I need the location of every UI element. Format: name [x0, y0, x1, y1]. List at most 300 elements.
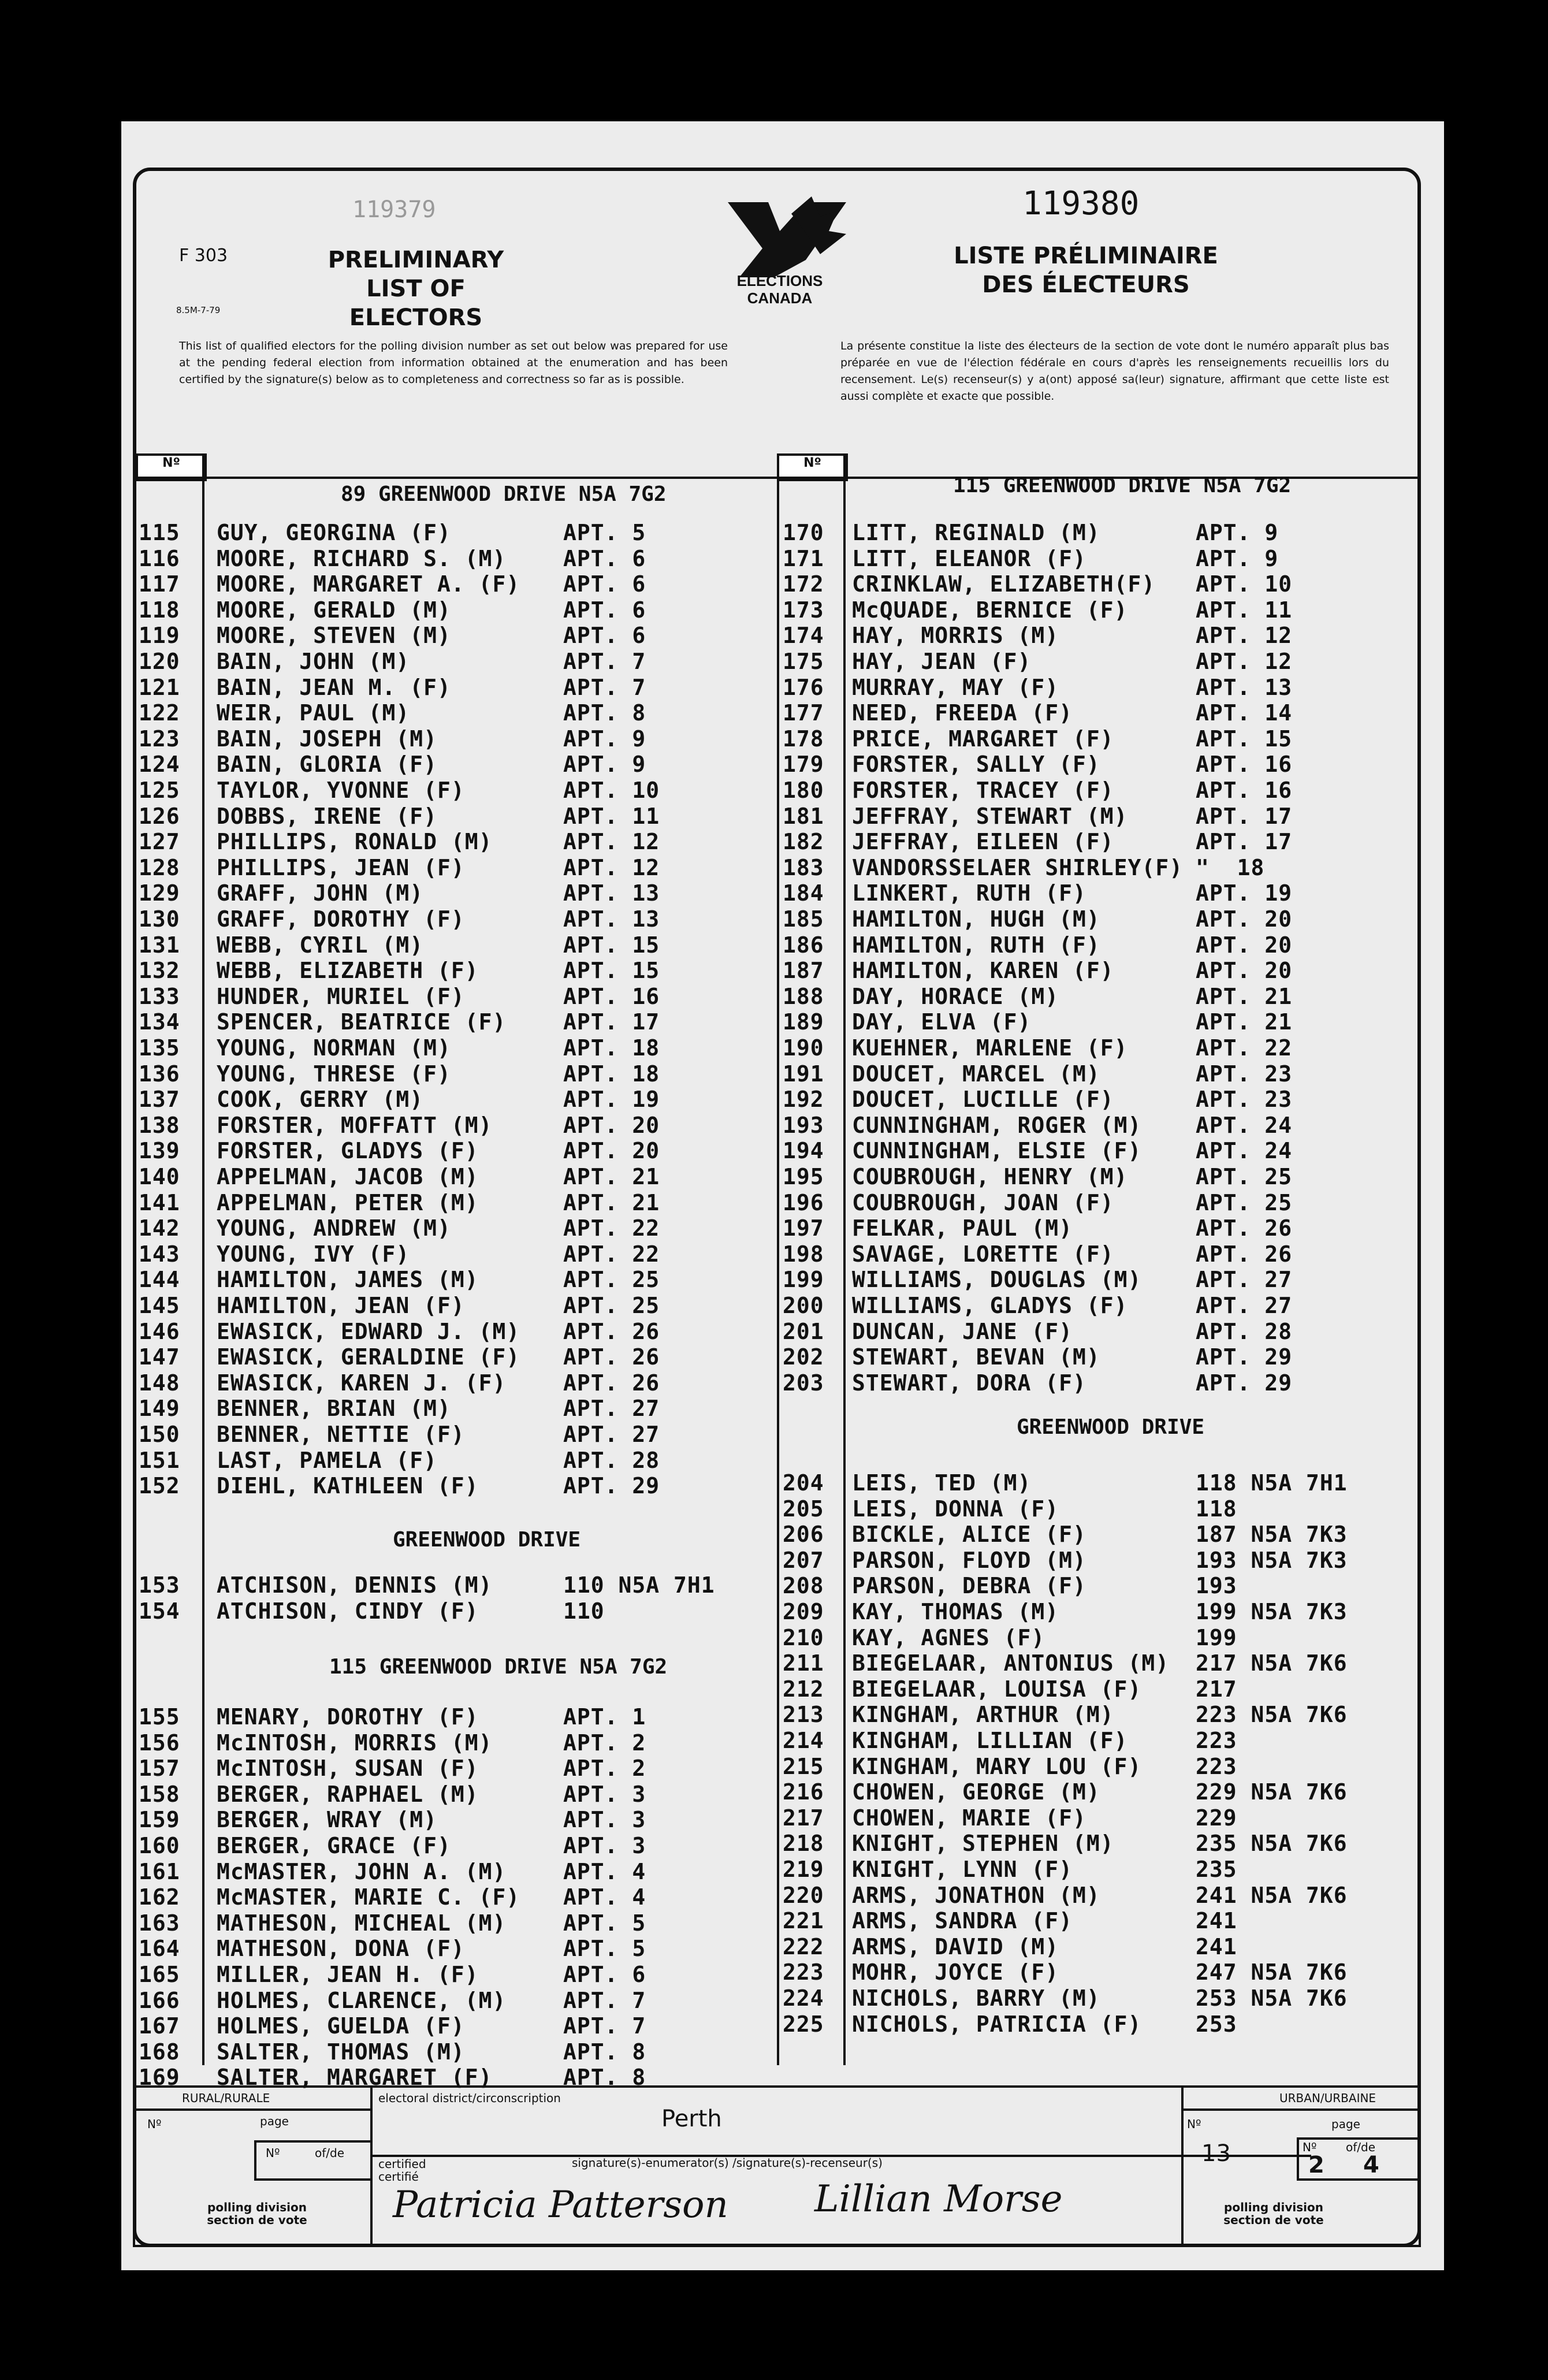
- elector-number: 172: [783, 571, 824, 597]
- elector-name: MENARY, DOROTHY (F): [217, 1704, 479, 1730]
- elector-name: NICHOLS, PATRICIA (F): [852, 2011, 1142, 2037]
- elector-name: HAMILTON, HUGH (M): [852, 906, 1100, 932]
- elector-name: BIEGELAAR, LOUISA (F): [852, 1676, 1142, 1702]
- elector-number: 196: [783, 1189, 824, 1215]
- elector-name: APPELMAN, PETER (M): [217, 1189, 479, 1215]
- elector-address: APT. 9: [1196, 545, 1279, 571]
- elector-number: 222: [783, 1933, 824, 1959]
- elector-name: EWASICK, EDWARD J. (M): [217, 1318, 520, 1344]
- elector-number: 175: [783, 649, 824, 674]
- svg-text:ELECTIONS: ELECTIONS: [736, 272, 823, 289]
- elector-number: 176: [783, 674, 824, 700]
- elector-name: CUNNINGHAM, ELSIE (F): [852, 1138, 1142, 1164]
- elector-name: JEFFRAY, EILEEN (F): [852, 829, 1114, 855]
- elector-address: APT. 13: [563, 880, 660, 906]
- elector-name: LINKERT, RUTH (F): [852, 880, 1086, 906]
- elector-number: 190: [783, 1035, 824, 1061]
- elector-number: 188: [783, 983, 824, 1009]
- elector-address: APT. 6: [563, 597, 646, 623]
- elector-name: DIEHL, KATHLEEN (F): [217, 1473, 479, 1499]
- elector-address: 217: [1196, 1676, 1237, 1702]
- elector-address: 223: [1196, 1728, 1237, 1753]
- elector-address: APT. 13: [563, 906, 660, 932]
- elector-number: 225: [783, 2011, 824, 2037]
- elector-address: APT. 20: [563, 1112, 660, 1138]
- left-heading-2: GREENWOOD DRIVE: [393, 1528, 581, 1552]
- elector-number: 139: [139, 1138, 180, 1164]
- elector-number: 145: [139, 1293, 180, 1318]
- elector-name: McMASTER, JOHN A. (M): [217, 1858, 507, 1884]
- elector-number: 146: [139, 1318, 180, 1344]
- urban-page-no-label: Nº: [1303, 2140, 1317, 2154]
- elector-number: 130: [139, 906, 180, 932]
- elector-name: MOHR, JOYCE (F): [852, 1959, 1059, 1985]
- elector-number: 144: [139, 1267, 180, 1293]
- elector-address: APT. 27: [563, 1396, 660, 1422]
- elector-number: 157: [139, 1756, 180, 1782]
- elector-number: 182: [783, 829, 824, 855]
- elector-name: DOUCET, MARCEL (M): [852, 1061, 1100, 1087]
- elector-number: 161: [139, 1858, 180, 1884]
- signature-label: signature(s)-enumerator(s) /signature(s)-recenseur(s): [572, 2156, 883, 2170]
- elector-address: APT. 22: [563, 1241, 660, 1267]
- elector-address: APT. 10: [563, 778, 660, 803]
- elector-address: 193: [1196, 1573, 1237, 1599]
- elector-number: 202: [783, 1344, 824, 1370]
- elector-address: APT. 21: [1196, 1009, 1293, 1035]
- document-sheet: [121, 121, 1444, 2270]
- elector-number: 191: [783, 1061, 824, 1087]
- elector-number: 207: [783, 1547, 824, 1573]
- elector-number: 208: [783, 1573, 824, 1599]
- elector-address: APT. 5: [563, 1910, 646, 1936]
- elector-name: BERGER, GRACE (F): [217, 1833, 451, 1858]
- title-english: PRELIMINARY LIST OF ELECTORS: [328, 247, 504, 331]
- elector-name: BERGER, RAPHAEL (M): [217, 1781, 479, 1807]
- elector-name: McMASTER, MARIE C. (F): [217, 1884, 520, 1910]
- elector-address: APT. 12: [1196, 623, 1293, 649]
- elector-address: 199: [1196, 1624, 1237, 1650]
- elector-number: 199: [783, 1267, 824, 1293]
- right-heading-2: GREENWOOD DRIVE: [1017, 1415, 1205, 1439]
- elector-address: APT. 12: [563, 829, 660, 855]
- elector-number: 185: [783, 906, 824, 932]
- elector-address: 241: [1196, 1908, 1237, 1934]
- left-number-rule: [202, 453, 204, 2065]
- elector-number: 117: [139, 571, 180, 597]
- elector-address: APT. 3: [563, 1781, 646, 1807]
- elector-address: 235 N5A 7K6: [1196, 1831, 1348, 1857]
- elector-address: APT. 25: [1196, 1189, 1293, 1215]
- elector-address: APT. 7: [563, 649, 646, 674]
- elector-name: HAMILTON, JAMES (M): [217, 1267, 479, 1293]
- elector-name: MATHESON, MICHEAL (M): [217, 1910, 507, 1936]
- elector-name: LITT, ELEANOR (F): [852, 545, 1086, 571]
- elector-name: PHILLIPS, JEAN (F): [217, 854, 465, 880]
- elector-number: 151: [139, 1447, 180, 1473]
- elector-number: 179: [783, 752, 824, 778]
- elector-address: APT. 24: [1196, 1112, 1293, 1138]
- elector-number: 224: [783, 1985, 824, 2011]
- svg-text:CANADA: CANADA: [747, 289, 813, 307]
- elector-name: WILLIAMS, DOUGLAS (M): [852, 1267, 1142, 1293]
- elector-address: APT. 12: [1196, 649, 1293, 674]
- elector-name: YOUNG, NORMAN (M): [217, 1035, 451, 1061]
- elector-address: APT. 18: [563, 1061, 660, 1087]
- elector-name: VANDORSSELAER SHIRLEY(F): [852, 854, 1184, 880]
- elector-number: 197: [783, 1215, 824, 1241]
- elector-name: MOORE, RICHARD S. (M): [217, 545, 507, 571]
- elector-name: KINGHAM, LILLIAN (F): [852, 1728, 1128, 1753]
- elector-number: 193: [783, 1112, 824, 1138]
- elector-address: APT. 26: [563, 1370, 660, 1396]
- elector-name: WILLIAMS, GLADYS (F): [852, 1293, 1128, 1318]
- elector-address: APT. 22: [1196, 1035, 1293, 1061]
- elector-name: BAIN, JOHN (M): [217, 649, 410, 674]
- elector-name: MILLER, JEAN H. (F): [217, 1962, 479, 1987]
- elector-number: 120: [139, 649, 180, 674]
- elector-number: 119: [139, 623, 180, 649]
- left-heading-3: 115 GREENWOOD DRIVE N5A 7G2: [329, 1655, 668, 1679]
- elector-address: 235: [1196, 1857, 1237, 1882]
- elector-name: PRICE, MARGARET (F): [852, 726, 1114, 752]
- elector-name: ATCHISON, CINDY (F): [217, 1598, 479, 1624]
- elector-address: APT. 4: [563, 1884, 646, 1910]
- electoral-district-label: electoral district/circonscription: [378, 2091, 561, 2105]
- elector-number: 212: [783, 1676, 824, 1702]
- elector-address: " 18: [1196, 854, 1265, 880]
- certified-label: certified certifié: [378, 2157, 426, 2184]
- elector-number: 209: [783, 1599, 824, 1624]
- elector-address: APT. 24: [1196, 1138, 1293, 1164]
- form-code: F 303: [179, 246, 228, 266]
- urban-rule: [1181, 2108, 1421, 2111]
- signature-enumerator-2: Lillian Morse: [814, 2178, 1063, 2221]
- elector-address: APT. 21: [563, 1189, 660, 1215]
- elector-address: APT. 19: [1196, 880, 1293, 906]
- right-heading-1: 115 GREENWOOD DRIVE N5A 7G2: [953, 474, 1292, 497]
- elector-address: APT. 29: [1196, 1370, 1293, 1396]
- elector-name: LAST, PAMELA (F): [217, 1447, 438, 1473]
- left-no-header: Nº: [136, 453, 207, 481]
- elector-name: HAMILTON, JEAN (F): [217, 1293, 465, 1318]
- elector-number: 116: [139, 545, 180, 571]
- rural-of-label: of/de: [315, 2146, 345, 2160]
- elector-address: APT. 6: [563, 571, 646, 597]
- elector-name: FELKAR, PAUL (M): [852, 1215, 1073, 1241]
- elector-name: BAIN, JEAN M. (F): [217, 674, 451, 700]
- elector-name: LEIS, DONNA (F): [852, 1496, 1059, 1522]
- elector-number: 165: [139, 1962, 180, 1987]
- elector-address: APT. 12: [563, 854, 660, 880]
- elector-address: APT. 9: [1196, 520, 1279, 545]
- elector-name: BAIN, JOSEPH (M): [217, 726, 438, 752]
- elector-name: HUNDER, MURIEL (F): [217, 983, 465, 1009]
- elector-number: 127: [139, 829, 180, 855]
- elector-name: DUNCAN, JANE (F): [852, 1318, 1073, 1344]
- elector-number: 169: [139, 2065, 180, 2091]
- elector-number: 160: [139, 1833, 180, 1858]
- elector-address: APT. 1: [563, 1704, 646, 1730]
- elector-name: KINGHAM, MARY LOU (F): [852, 1753, 1142, 1779]
- electoral-district-value: Perth: [661, 2106, 722, 2132]
- elector-address: APT. 3: [563, 1807, 646, 1833]
- elector-address: APT. 19: [563, 1087, 660, 1113]
- elector-address: APT. 23: [1196, 1087, 1293, 1113]
- elector-name: BIEGELAAR, ANTONIUS (M): [852, 1650, 1170, 1676]
- elector-name: KNIGHT, LYNN (F): [852, 1857, 1073, 1882]
- elector-number: 152: [139, 1473, 180, 1499]
- rural-no-label: Nº: [147, 2117, 162, 2131]
- elector-number: 132: [139, 958, 180, 984]
- elector-address: 217 N5A 7K6: [1196, 1650, 1348, 1676]
- elector-number: 155: [139, 1704, 180, 1730]
- elector-address: 223 N5A 7K6: [1196, 1702, 1348, 1728]
- elector-address: APT. 23: [1196, 1061, 1293, 1087]
- elector-name: MURRAY, MAY (F): [852, 674, 1059, 700]
- elector-number: 187: [783, 958, 824, 984]
- elector-name: DOUCET, LUCILLE (F): [852, 1087, 1114, 1113]
- elector-number: 194: [783, 1138, 824, 1164]
- right-number-rule: [843, 453, 846, 2065]
- elector-number: 210: [783, 1624, 824, 1650]
- elector-name: PHILLIPS, RONALD (M): [217, 829, 493, 855]
- elector-address: APT. 15: [563, 958, 660, 984]
- elector-address: APT. 28: [1196, 1318, 1293, 1344]
- rural-page-no-label: Nº: [266, 2146, 280, 2160]
- elector-name: FORSTER, SALLY (F): [852, 752, 1100, 778]
- elector-address: APT. 6: [563, 623, 646, 649]
- elector-address: APT. 8: [563, 700, 646, 726]
- elector-address: APT. 6: [563, 545, 646, 571]
- elector-name: HAY, JEAN (F): [852, 649, 1032, 674]
- elector-name: SPENCER, BEATRICE (F): [217, 1009, 507, 1035]
- elector-number: 142: [139, 1215, 180, 1241]
- elector-address: 118 N5A 7H1: [1196, 1470, 1348, 1496]
- elector-number: 219: [783, 1857, 824, 1882]
- elector-number: 141: [139, 1189, 180, 1215]
- left-heading-1: 89 GREENWOOD DRIVE N5A 7G2: [341, 482, 667, 506]
- elector-number: 143: [139, 1241, 180, 1267]
- faint-number: 119379: [352, 196, 436, 223]
- elector-number: 205: [783, 1496, 824, 1522]
- elector-address: APT. 3: [563, 1833, 646, 1858]
- elector-name: GRAFF, JOHN (M): [217, 880, 424, 906]
- elector-address: APT. 27: [1196, 1293, 1293, 1318]
- elector-address: APT. 7: [563, 2013, 646, 2039]
- elector-number: 158: [139, 1781, 180, 1807]
- elector-address: APT. 20: [1196, 958, 1293, 984]
- elector-number: 220: [783, 1882, 824, 1908]
- elector-number: 171: [783, 545, 824, 571]
- elector-number: 183: [783, 854, 824, 880]
- elector-number: 214: [783, 1728, 824, 1753]
- elector-name: WEBB, CYRIL (M): [217, 932, 424, 958]
- elector-address: APT. 29: [1196, 1344, 1293, 1370]
- elector-number: 204: [783, 1470, 824, 1496]
- elector-address: APT. 21: [563, 1164, 660, 1189]
- elector-address: 187 N5A 7K3: [1196, 1522, 1348, 1548]
- elector-address: APT. 22: [563, 1215, 660, 1241]
- urban-number: 13: [1201, 2140, 1231, 2167]
- elector-address: APT. 26: [563, 1344, 660, 1370]
- elector-name: KAY, THOMAS (M): [852, 1599, 1059, 1624]
- elector-name: DOBBS, IRENE (F): [217, 803, 438, 829]
- elector-address: APT. 5: [563, 520, 646, 545]
- elector-number: 148: [139, 1370, 180, 1396]
- elector-address: APT. 15: [563, 932, 660, 958]
- elector-number: 134: [139, 1009, 180, 1035]
- elector-number: 216: [783, 1779, 824, 1805]
- elector-name: HOLMES, CLARENCE, (M): [217, 1987, 507, 2013]
- rural-rule: [133, 2108, 373, 2111]
- urban-page-label: page: [1331, 2117, 1360, 2131]
- elector-name: CHOWEN, MARIE (F): [852, 1805, 1086, 1831]
- elector-name: BENNER, BRIAN (M): [217, 1396, 451, 1422]
- elector-address: APT. 26: [563, 1318, 660, 1344]
- elector-name: CRINKLAW, ELIZABETH(F): [852, 571, 1156, 597]
- elector-address: 241 N5A 7K6: [1196, 1882, 1348, 1908]
- elector-name: FORSTER, MOFFATT (M): [217, 1112, 493, 1138]
- elector-number: 163: [139, 1910, 180, 1936]
- elector-address: APT. 11: [563, 803, 660, 829]
- urban-page-of: 4: [1363, 2152, 1379, 2178]
- elector-number: 136: [139, 1061, 180, 1087]
- center-rule: [777, 453, 779, 2065]
- elector-number: 180: [783, 778, 824, 803]
- elector-name: ARMS, JONATHON (M): [852, 1882, 1100, 1908]
- elector-address: APT. 16: [1196, 778, 1293, 803]
- elector-number: 133: [139, 983, 180, 1009]
- elector-number: 164: [139, 1936, 180, 1962]
- elector-address: APT. 4: [563, 1858, 646, 1884]
- elector-name: HAMILTON, KAREN (F): [852, 958, 1114, 984]
- elector-address: 247 N5A 7K6: [1196, 1959, 1348, 1985]
- elector-name: FORSTER, GLADYS (F): [217, 1138, 479, 1164]
- signature-enumerator-1: Patricia Patterson: [393, 2184, 728, 2226]
- urban-polling-label: polling division section de vote: [1223, 2200, 1324, 2227]
- rural-label: RURAL/RURALE: [182, 2091, 270, 2105]
- print-code: 8.5M-7-79: [176, 305, 221, 315]
- elector-number: 162: [139, 1884, 180, 1910]
- elector-address: APT. 8: [563, 2039, 646, 2065]
- elector-number: 115: [139, 520, 180, 545]
- elector-address: APT. 20: [563, 1138, 660, 1164]
- intro-french: La présente constitue la liste des électeurs de la section de vote dont le numéro apparaît plus bas préparée en vue de l'élection fédérale en cours d'après les renseignements recueillis lors du recensement. Le(s) recenseur(s) y a(ont) apposé sa(leur) signature, affirmant que cette liste est aussi complète et exacte que possible.: [840, 340, 1389, 403]
- elector-number: 201: [783, 1318, 824, 1344]
- elector-number: 178: [783, 726, 824, 752]
- elector-name: EWASICK, KAREN J. (F): [217, 1370, 507, 1396]
- elector-address: APT. 2: [563, 1730, 646, 1756]
- elector-name: TAYLOR, YVONNE (F): [217, 778, 465, 803]
- elector-address: 223: [1196, 1753, 1237, 1779]
- elector-address: 199 N5A 7K3: [1196, 1599, 1348, 1624]
- elector-name: KINGHAM, ARTHUR (M): [852, 1702, 1114, 1728]
- elector-address: APT. 20: [1196, 932, 1293, 958]
- elector-address: APT. 16: [1196, 752, 1293, 778]
- document-number: 119380: [1022, 185, 1140, 222]
- elector-number: 170: [783, 520, 824, 545]
- elector-name: STEWART, BEVAN (M): [852, 1344, 1100, 1370]
- rural-page-label: page: [260, 2114, 289, 2128]
- elector-name: GRAFF, DOROTHY (F): [217, 906, 465, 932]
- elector-name: FORSTER, TRACEY (F): [852, 778, 1114, 803]
- urban-page-number: 2: [1308, 2152, 1324, 2178]
- elector-address: APT. 27: [563, 1422, 660, 1447]
- elector-number: 125: [139, 778, 180, 803]
- elector-number: 186: [783, 932, 824, 958]
- elector-name: McQUADE, BERNICE (F): [852, 597, 1128, 623]
- elector-address: APT. 26: [1196, 1215, 1293, 1241]
- elector-number: 218: [783, 1831, 824, 1857]
- elector-address: APT. 25: [1196, 1164, 1293, 1189]
- elector-name: McINTOSH, MORRIS (M): [217, 1730, 493, 1756]
- elector-name: BERGER, WRAY (M): [217, 1807, 438, 1833]
- elector-number: 138: [139, 1112, 180, 1138]
- elector-address: APT. 27: [1196, 1267, 1293, 1293]
- elector-name: WEBB, ELIZABETH (F): [217, 958, 479, 984]
- elector-address: 229 N5A 7K6: [1196, 1779, 1348, 1805]
- elector-number: 126: [139, 803, 180, 829]
- elector-name: COUBROUGH, JOAN (F): [852, 1189, 1114, 1215]
- elector-name: KNIGHT, STEPHEN (M): [852, 1831, 1114, 1857]
- elector-name: KUEHNER, MARLENE (F): [852, 1035, 1128, 1061]
- elector-name: CHOWEN, GEORGE (M): [852, 1779, 1100, 1805]
- elector-name: HAMILTON, RUTH (F): [852, 932, 1100, 958]
- elector-address: APT. 16: [563, 983, 660, 1009]
- elector-address: APT. 25: [563, 1293, 660, 1318]
- elector-name: BAIN, GLORIA (F): [217, 752, 438, 778]
- elector-name: EWASICK, GERALDINE (F): [217, 1344, 520, 1370]
- elector-name: PARSON, FLOYD (M): [852, 1547, 1086, 1573]
- elector-name: STEWART, DORA (F): [852, 1370, 1086, 1396]
- elector-address: 110: [563, 1598, 605, 1624]
- elector-address: APT. 20: [1196, 906, 1293, 932]
- elector-address: APT. 15: [1196, 726, 1293, 752]
- elector-number: 131: [139, 932, 180, 958]
- elector-number: 189: [783, 1009, 824, 1035]
- elector-number: 129: [139, 880, 180, 906]
- elector-address: 193 N5A 7K3: [1196, 1547, 1348, 1573]
- elector-number: 200: [783, 1293, 824, 1318]
- elector-number: 150: [139, 1422, 180, 1447]
- elector-number: 121: [139, 674, 180, 700]
- elector-number: 166: [139, 1987, 180, 2013]
- elector-address: APT. 21: [1196, 983, 1293, 1009]
- elector-number: 153: [139, 1572, 180, 1598]
- elector-name: YOUNG, IVY (F): [217, 1241, 410, 1267]
- elector-address: APT. 29: [563, 1473, 660, 1499]
- elector-name: GUY, GEORGINA (F): [217, 520, 451, 545]
- elector-address: APT. 7: [563, 674, 646, 700]
- elector-number: 203: [783, 1370, 824, 1396]
- elector-name: BICKLE, ALICE (F): [852, 1522, 1086, 1548]
- elector-name: DAY, ELVA (F): [852, 1009, 1032, 1035]
- elector-name: PARSON, DEBRA (F): [852, 1573, 1086, 1599]
- elector-name: WEIR, PAUL (M): [217, 700, 410, 726]
- elector-name: MOORE, STEVEN (M): [217, 623, 451, 649]
- elector-address: 241: [1196, 1933, 1237, 1959]
- elector-number: 159: [139, 1807, 180, 1833]
- elector-number: 128: [139, 854, 180, 880]
- elector-name: ATCHISON, DENNIS (M): [217, 1572, 493, 1598]
- elector-name: MOORE, GERALD (M): [217, 597, 451, 623]
- elector-name: DAY, HORACE (M): [852, 983, 1059, 1009]
- elector-address: APT. 7: [563, 1987, 646, 2013]
- elector-address: APT. 9: [563, 726, 646, 752]
- elector-number: 149: [139, 1396, 180, 1422]
- elector-name: NICHOLS, BARRY (M): [852, 1985, 1100, 2011]
